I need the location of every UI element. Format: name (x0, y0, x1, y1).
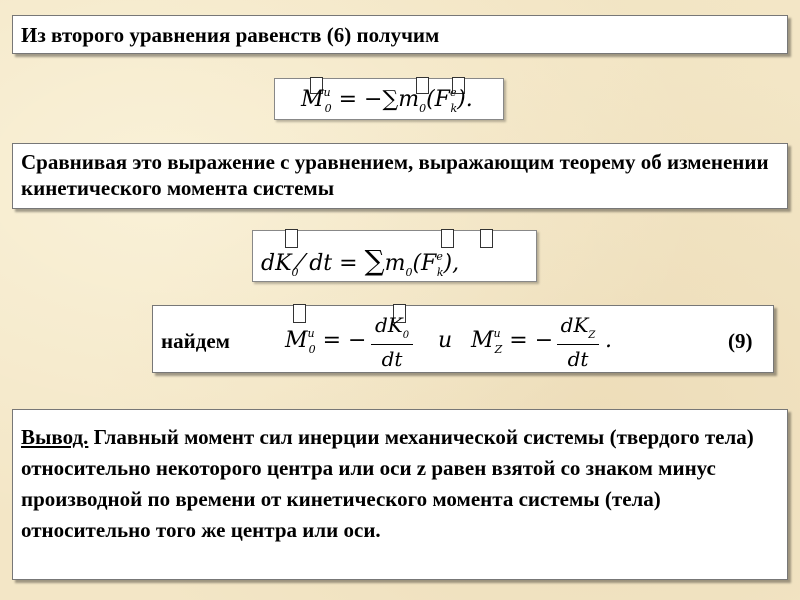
result-period: . (605, 328, 612, 353)
result-lhs-m0: $M^и_0$ = − (285, 327, 367, 356)
result-label: найдем (161, 329, 230, 353)
formula2-expression: $dK_0⁄$ dt = $\sum m_0(F^e_k)$, (261, 244, 460, 279)
intro-text: Из второго уравнения равенств (6) получим (21, 23, 440, 47)
conclusion-text-box (12, 409, 788, 580)
equation-number: (9) (728, 329, 753, 353)
result-fraction-1: $dK_0$ dt (371, 312, 413, 372)
result-lhs-mz: $M^и_Z$ = − (471, 327, 554, 356)
vector-arrow-icon (480, 229, 493, 248)
conclusion-heading: Вывод. (21, 425, 89, 449)
formula-kinetic-moment-theorem (252, 230, 537, 282)
intro-text-box (12, 15, 788, 54)
comparison-text-box (12, 143, 788, 209)
comparison-text: Сравнивая это выражение с уравнением, выражающим теорему об изменении кинетического момента системы (21, 150, 769, 200)
result-formula-box (152, 305, 774, 373)
result-conjunction: и (438, 328, 453, 353)
vector-arrow-icon (293, 304, 306, 323)
formula-moment-of-inertia-forces (274, 78, 504, 120)
result-fraction-2: $dK_Z$ dt (557, 312, 599, 372)
formula1-expression: $M^и_0 = -\sum m_0(F^e_k)$. (301, 86, 473, 115)
conclusion-text: Главный момент сил инерции механической системы (твердого тела) относительно некоторого центра или оси z равен взятой со знаком минус производной по времени от кинетического момента системы (тела) относительно того же центра или оси. (21, 425, 754, 542)
